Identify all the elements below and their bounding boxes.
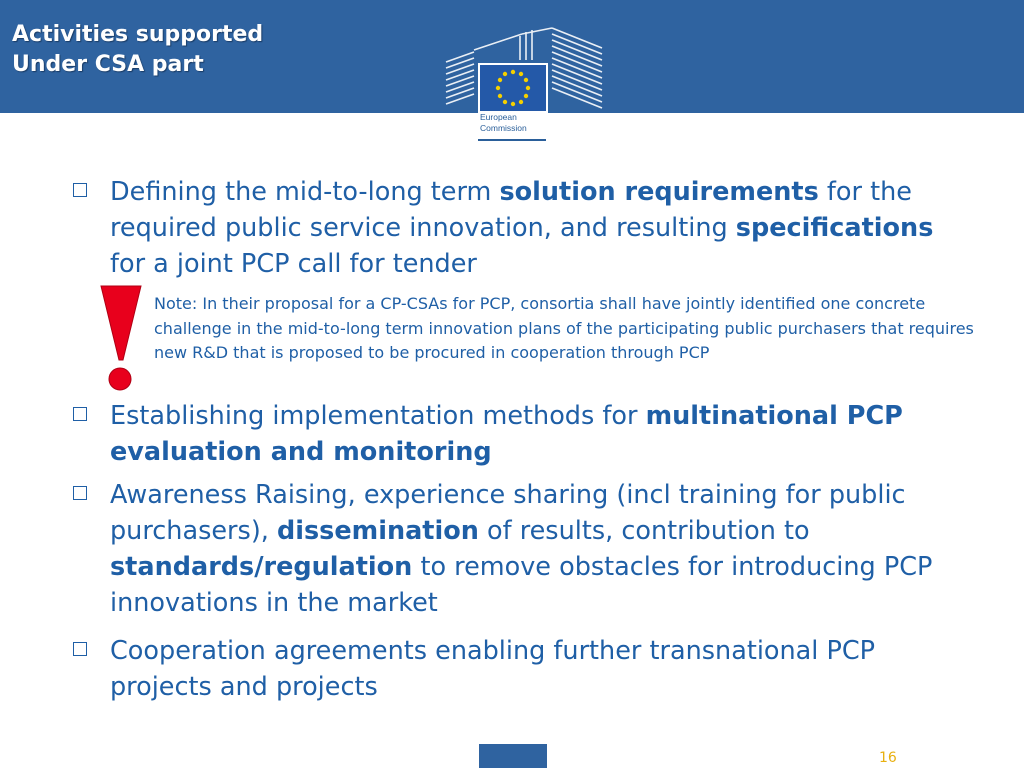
logo-rule [478, 139, 546, 141]
bullet-bold-text: multinational PCP evaluation and monitoring [110, 401, 903, 467]
checkbox-bullet-icon [73, 642, 87, 656]
bullet-text-run: Awareness Raising, experience sharing (incl training for public purchasers), [110, 480, 906, 546]
bullet-bold-text: dissemination [276, 516, 479, 546]
checkbox-bullet-icon [73, 183, 87, 197]
note-text: Note: In their proposal for a CP-CSAs for PCP, consortia shall have jointly identified one concrete challenge in the mid-to-long term innovation plans of the participating public purchasers that requires new R&D that is proposed to be procured in cooperation through PCP [154, 294, 974, 362]
bullet-text [110, 477, 970, 621]
exclamation-mark-icon [97, 284, 147, 394]
bullet-text-run: for the required public service innovation, and resulting [110, 177, 912, 243]
checkbox-bullet-icon [73, 407, 87, 421]
bullet-text-run: for a joint PCP call for tender [110, 249, 477, 279]
logo-caption-line2: Commission [480, 123, 527, 133]
bullet-bold-text: specifications [735, 213, 934, 243]
slide-title-line2: Under CSA part [12, 52, 204, 77]
bullet-text-run: Cooperation agreements enabling further transnational PCP projects and projects [110, 636, 876, 702]
bullet-text-run: Establishing implementation methods for [110, 401, 646, 431]
page-number: 16 [879, 750, 897, 766]
slide-title [12, 20, 263, 80]
bullet-text [110, 398, 970, 470]
logo-caption-line1: European [480, 112, 517, 122]
bullet-text [110, 174, 970, 282]
bullet-text-run: Defining the mid-to-long term [110, 177, 500, 207]
bullet-text [110, 633, 970, 705]
slide-title-line1: Activities supported [12, 22, 264, 47]
logo-caption [480, 112, 527, 134]
bullet-text-run: of results, contribution to [478, 516, 810, 546]
bullet-bold-text: standards/regulation [110, 552, 413, 582]
footer-flag [479, 744, 547, 768]
european-commission-logo [442, 0, 612, 145]
bullet-text-run: to remove obstacles for introducing PCP innovations in the market [110, 552, 933, 618]
bullet-bold-text: solution requirements [499, 177, 819, 207]
checkbox-bullet-icon [73, 486, 87, 500]
